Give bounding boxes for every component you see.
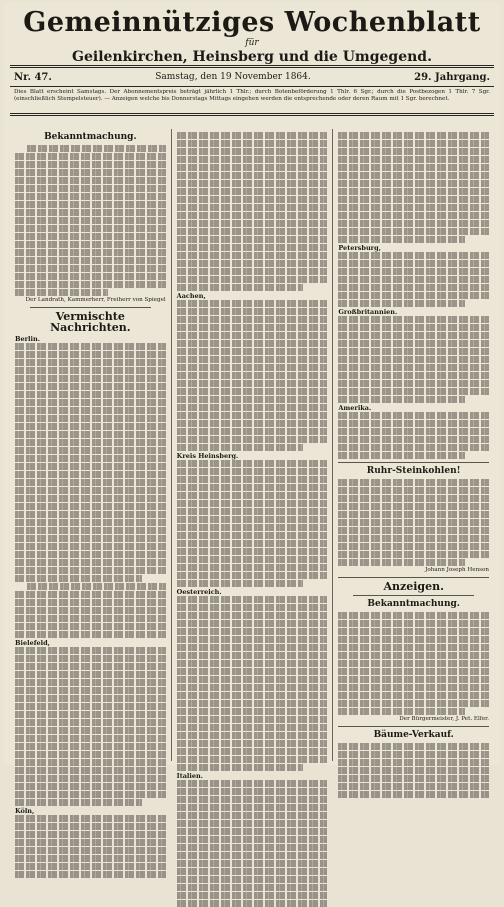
bekanntmachung-2-heading: Bekanntmachung. [367,599,460,609]
divider [338,726,489,727]
masthead-fuer: für [245,38,259,48]
dateline-koeln: Köln, [15,807,35,815]
petersburg-text [338,252,489,307]
bekanntmachung-heading: Bekanntmachung. [44,132,137,142]
berlin-text [15,343,166,638]
continued-text [177,132,328,291]
column-3 [333,129,494,761]
koeln-text [15,815,166,878]
issue-number: Nr. 47. [14,71,52,83]
ruhr-steinkohlen-heading: Ruhr-Steinkohlen! [366,466,461,476]
dateline-petersburg: Petersburg, [338,244,381,252]
continued-text-3 [338,132,489,243]
dateline-italien: Italien. [176,772,203,780]
buergermeister-signature: Der Bürgermeister, J. Pet. Elfer. [399,716,490,722]
divider [353,595,474,596]
notice-rule [10,113,494,116]
baeume-verkauf-heading: Bäume-Verkauf. [373,730,454,740]
column-2 [172,129,334,780]
masthead [4,8,500,65]
newspaper-page [4,2,500,815]
landrath-signature: Der Landrath, Kammerherr, Freiherr von Spiegel [25,297,166,303]
oesterreich-text [177,596,328,771]
grossbritannien-text [338,316,489,403]
issue-bar [14,70,490,84]
issue-date: Samstag, den 19 November 1864. [155,72,311,82]
dateline-aachen: Aachen, [176,292,206,300]
italien-text [177,780,328,907]
article-columns [10,129,494,815]
divider [338,462,489,463]
ruhr-text [338,479,489,566]
masthead-region: Geilenkirchen, Heinsberg und die Umgegend. [72,49,432,65]
dateline-amerika: Amerika. [338,404,372,412]
baeume-verkauf-text [338,743,489,798]
bekanntmachung-2-text [338,612,489,715]
anzeigen-heading: Anzeigen. [383,580,444,593]
dateline-oesterreich: Oesterreich. [176,588,222,596]
masthead-rule [10,65,494,68]
subscription-notice: Dies Blatt erscheint Samstags. Der Abonnementspreis beträgt jährlich 1 Thlr.; durch Botenbeförderung 1 Thlr. 6 Sgr.; durch die Postbezogen 1 Thlr. 7 Sgr. (einschließlich Stempelsteuer). — Anzeigen welche bis Donnerstags Mittags eingehen werden die entsprechende oder deren Raum mit 1 Sgr. berechnet. [14,89,490,102]
bielefeld-text [15,647,166,806]
issue-rule [10,86,494,87]
dateline-berlin: Berlin. [15,335,40,343]
vermischte-heading: Vermischte Nachrichten. [50,310,131,334]
heinsberg-text [177,460,328,587]
aachen-text [177,300,328,451]
amerika-text [338,412,489,459]
dateline-kreis-heinsberg: Kreis Heinsberg. [176,452,239,460]
divider [30,307,151,308]
bekanntmachung-text [15,145,166,296]
dateline-grossbritannien: Großbritannien. [338,308,398,316]
ruhr-signature: Johann Joseph Henson [425,567,490,573]
newspaper-title: Gemeinnütziges Wochenblatt [23,7,481,38]
dateline-bielefeld: Bielefeld, [15,639,50,647]
issue-year: 29. Jahrgang. [414,71,490,83]
column-1 [10,129,172,815]
divider [338,577,489,578]
